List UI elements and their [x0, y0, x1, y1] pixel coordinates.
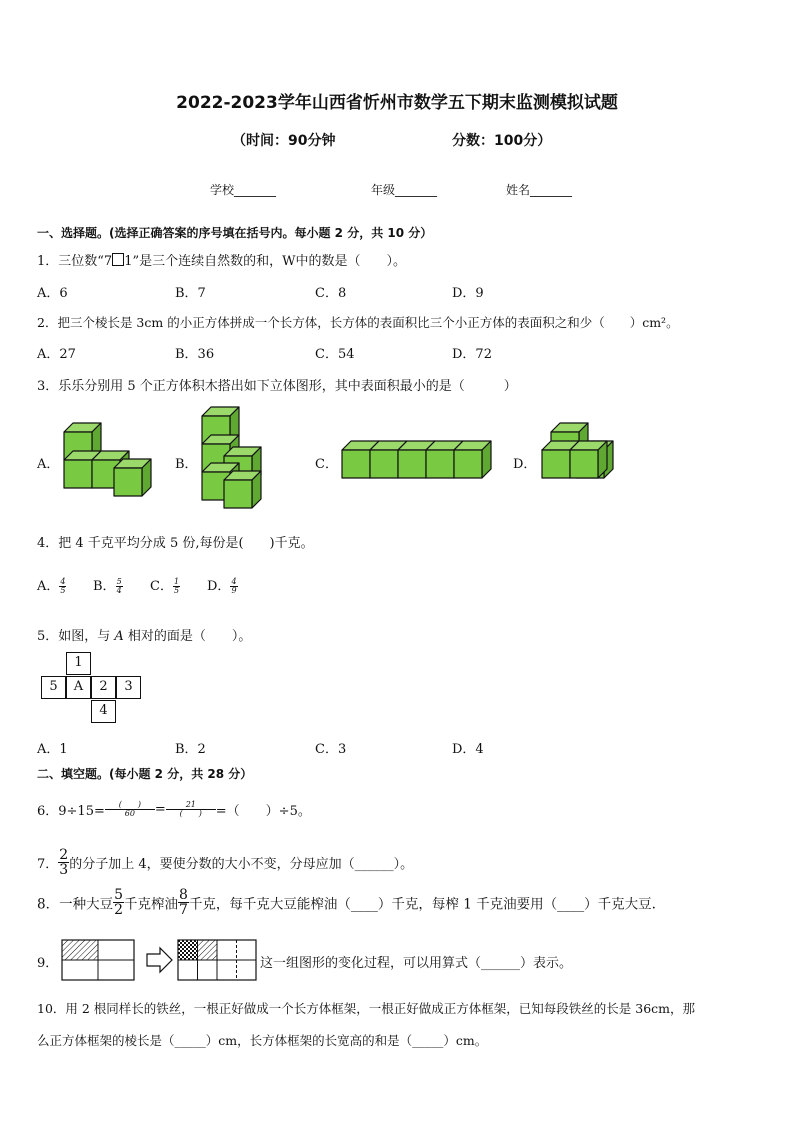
- question-5: [37, 625, 251, 644]
- q1-option-c: C．8: [315, 286, 347, 301]
- q1-text-b: 1”是三个连续自然数的和，W中的数是（ ）。: [124, 254, 406, 269]
- q4-b-den: 4: [116, 586, 122, 595]
- q5-option-a: A．1: [37, 742, 68, 757]
- q1-text-a: 1．三位数“7: [37, 254, 113, 269]
- q6-f2-num: 21: [166, 801, 216, 810]
- question-3: 3．乐乐分别用 5 个正方体积木搭出如下立体图形，其中表面积最小的是（ ）: [37, 379, 517, 394]
- net-face-4: 4: [91, 700, 116, 723]
- arrow-icon: [147, 948, 172, 972]
- net-face-2: 2: [91, 676, 116, 699]
- q8-d2: 7: [179, 902, 188, 918]
- q3-option-c: C．: [315, 457, 338, 472]
- q6-fraction-2: [166, 801, 216, 818]
- cube: [570, 441, 607, 478]
- q3-option-b: B．: [175, 457, 198, 472]
- q6-f1-num: ( ): [105, 801, 155, 810]
- q9-text: 这一组图形的变化过程，可以用算式（______）表示。: [260, 956, 573, 971]
- q8-fraction-2: [178, 888, 189, 917]
- q7-den: 3: [59, 862, 69, 878]
- q4-d-fraction: [230, 578, 237, 595]
- section-2-heading: 二、填空题。(每小题 2 分，共 28 分）: [37, 767, 253, 781]
- q7-text: 的分子加上 4，要使分数的大小不变，分母应加（______）。: [69, 857, 414, 872]
- net-face-1: 1: [66, 652, 91, 675]
- net-face-5: 5: [41, 676, 66, 699]
- q6-fraction-1: [105, 801, 155, 818]
- q5-text-a: 5．如图，与: [37, 629, 115, 644]
- cube-net: [41, 652, 145, 724]
- q4-c-label: C．: [150, 579, 173, 594]
- question-2: 2．把三个棱长是 3cm 的小正方体拼成一个长方体，长方体的表面积比三个小正方体的表面积之和少（ ）cm²。: [37, 315, 679, 330]
- q5-option-d: D．4: [452, 742, 484, 757]
- cube: [224, 471, 261, 508]
- q3-option-a: A．: [37, 457, 60, 472]
- q4-option-b: [93, 575, 123, 595]
- q5-letter: A: [114, 629, 124, 644]
- q8-d1: 2: [114, 902, 124, 918]
- q4-d-num: 4: [231, 577, 237, 586]
- q4-option-c: [150, 575, 180, 595]
- q8-fraction-1: [113, 888, 124, 917]
- net-face-3: 3: [116, 676, 141, 699]
- q7-fraction: [58, 848, 69, 877]
- question-4: 4．把 4 千克平均分成 5 份,每份是( )千克。: [37, 536, 314, 551]
- q2-option-b: B．36: [175, 347, 215, 362]
- q5-option-b: B．2: [175, 742, 206, 757]
- cube: [114, 459, 151, 496]
- q4-d-label: D．: [207, 579, 231, 594]
- question-7: [37, 848, 413, 877]
- q9-prefix: 9．: [37, 956, 59, 971]
- q4-d-den: 9: [231, 586, 237, 595]
- q5-option-c: C．3: [315, 742, 347, 757]
- section-1-heading: 一、选择题。(选择正确答案的序号填在括号内。每小题 2 分，共 10 分）: [37, 226, 433, 240]
- q8-n1: 5: [114, 887, 124, 903]
- q1-option-b: B．7: [175, 286, 206, 301]
- q8-prefix: 8．一种大豆: [37, 896, 114, 913]
- q6-f1-den: 60: [124, 809, 135, 818]
- q6-suffix: =（ ）÷5。: [215, 804, 311, 819]
- q1-option-a: A．6: [37, 286, 68, 301]
- q8-suffix: 千克，每千克大豆能榨油（____）千克，每榨 1 千克油要用（____）千克大豆.: [188, 896, 656, 913]
- diagram-hatched-part: [62, 940, 98, 960]
- q4-c-fraction: [173, 578, 180, 595]
- q4-b-fraction: [116, 578, 123, 595]
- q8-n2: 8: [179, 887, 188, 903]
- q4-b-num: 5: [116, 577, 122, 586]
- blank-box: [112, 253, 124, 266]
- diagram-cross-part: [178, 940, 198, 960]
- q3-option-d: D．: [513, 457, 537, 472]
- q4-a-label: A．: [37, 579, 60, 594]
- question-10-line-2: 么正方体框架的棱长是（_____）cm，长方体框架的长宽高的和是（_____）cm。: [37, 1033, 488, 1048]
- q8-mid: 千克榨油: [124, 896, 179, 913]
- q4-a-den: 5: [60, 586, 66, 595]
- q4-c-den: 5: [173, 586, 180, 595]
- q6-prefix: 6．9÷15=: [37, 804, 105, 819]
- q6-eq: =: [154, 802, 166, 817]
- q4-a-num: 4: [60, 577, 66, 586]
- q4-b-label: B．: [93, 579, 116, 594]
- cube-figure-b: [198, 402, 288, 522]
- grade-field: 年级_______: [371, 183, 438, 197]
- q2-option-c: C．54: [315, 347, 355, 362]
- page-title: 2022-2023学年山西省忻州市数学五下期末监测模拟试题: [176, 93, 618, 113]
- q6-f2-den: ( ): [179, 809, 202, 818]
- exam-time: （时间：90分钟: [232, 133, 336, 149]
- exam-score: 分数：100分）: [452, 133, 552, 149]
- question-1: [37, 250, 406, 269]
- q4-option-d: [207, 575, 238, 595]
- q4-option-a: [37, 575, 66, 595]
- q4-c-num: 1: [173, 577, 180, 586]
- cube-figure-c: [340, 438, 500, 483]
- question-8: [37, 888, 656, 917]
- cube: [454, 441, 491, 478]
- question-10-line-1: 10．用 2 根同样长的铁丝，一根正好做成一个长方体框架，一根正好做成正方体框架，已知每段铁丝的长是 36cm，那: [37, 1001, 696, 1016]
- name-field: 姓名_______: [506, 183, 573, 197]
- q5-text-b: 相对的面是（ ）。: [123, 629, 252, 644]
- question-6: [37, 800, 311, 819]
- q7-num: 2: [59, 847, 69, 863]
- q1-option-d: D．9: [452, 286, 484, 301]
- school-field: 学校_______: [210, 183, 277, 197]
- q7-prefix: 7．: [37, 857, 59, 872]
- cube-figure-a: [60, 418, 170, 503]
- q4-a-fraction: [59, 578, 66, 595]
- q9-fraction-diagram: [62, 940, 257, 982]
- q2-option-a: A．27: [37, 347, 76, 362]
- net-face-a: A: [66, 676, 91, 699]
- cube-figure-d: [540, 420, 620, 500]
- q2-option-d: D．72: [452, 347, 492, 362]
